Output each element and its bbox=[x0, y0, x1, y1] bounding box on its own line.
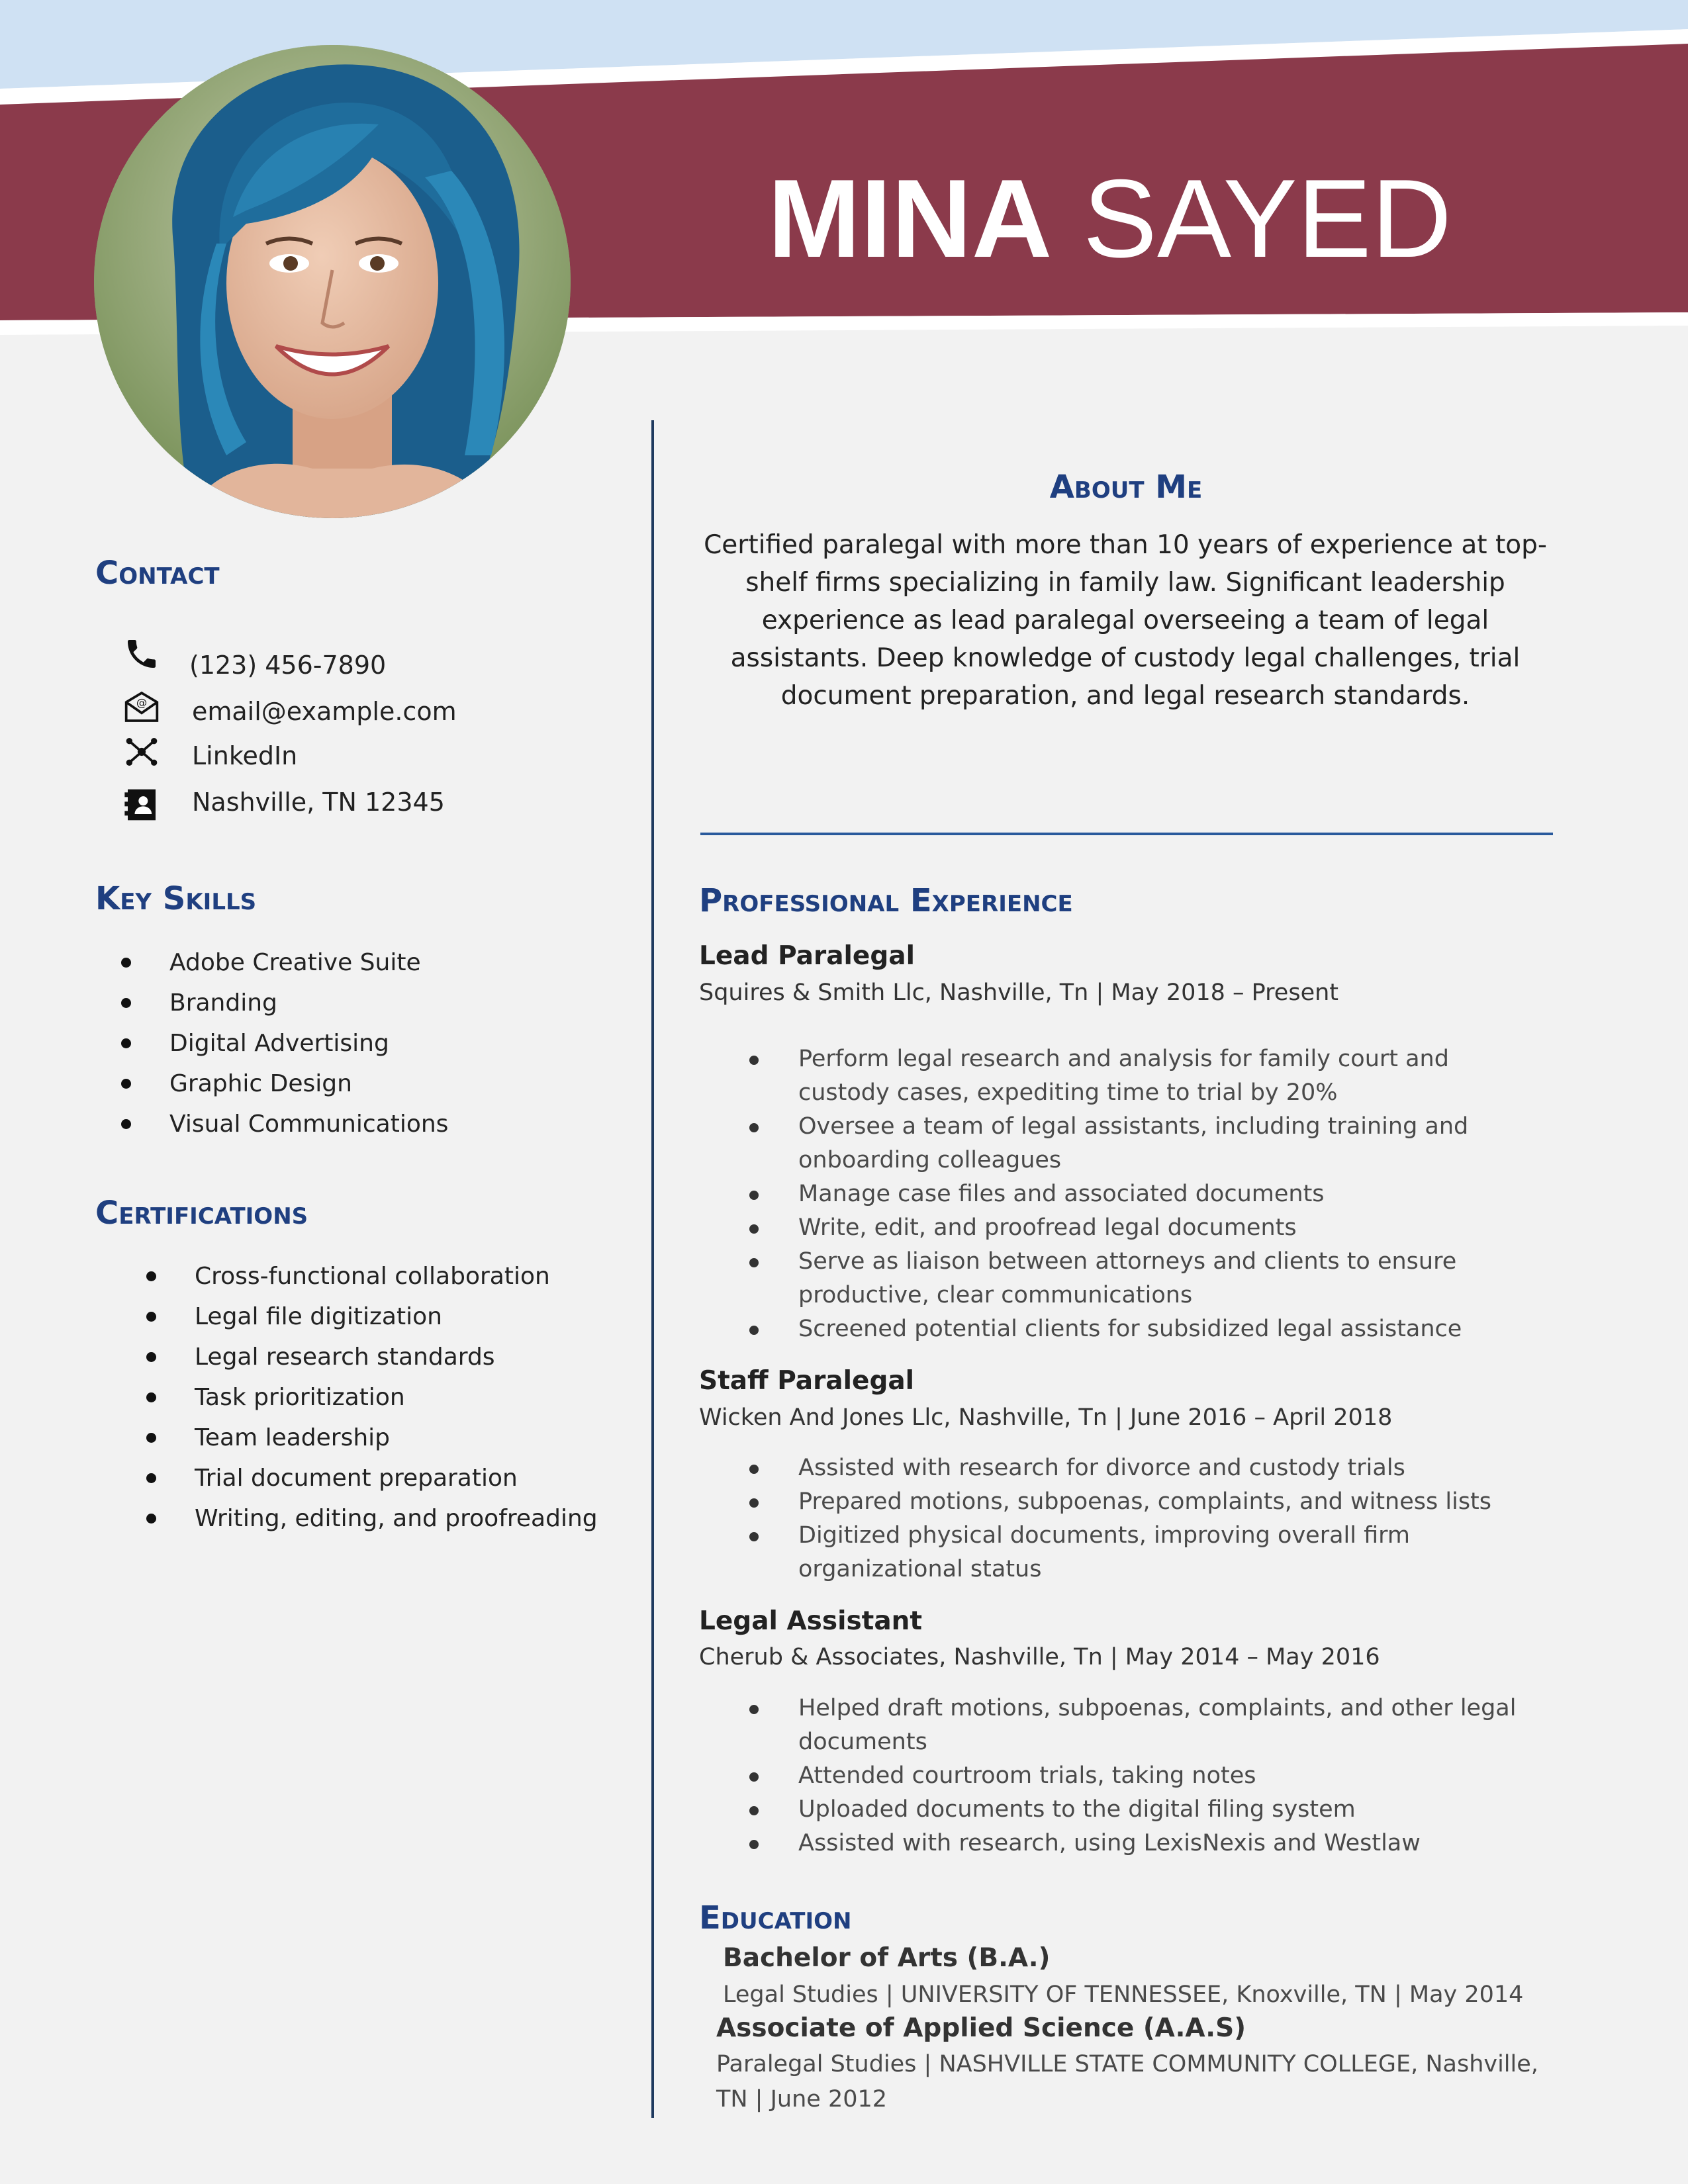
bullet-dot bbox=[749, 1123, 759, 1132]
skill-item: Graphic Design bbox=[169, 1064, 448, 1104]
bullet-dot bbox=[749, 1840, 759, 1849]
job-title: Lead Paralegal bbox=[699, 941, 915, 971]
certifications-list bbox=[195, 1256, 598, 1539]
job-bullet: Manage case files and associated documents bbox=[798, 1177, 1546, 1211]
bullet-dot bbox=[146, 1271, 156, 1281]
bullet-dot bbox=[146, 1433, 156, 1443]
phone-icon bbox=[123, 635, 160, 672]
job-bullet: Digitized physical documents, improving overall firm organizational status bbox=[798, 1519, 1546, 1586]
bullet-dot bbox=[749, 1498, 759, 1508]
experience-heading: Professional Experience bbox=[699, 882, 1073, 919]
bullet-dot bbox=[146, 1514, 156, 1524]
address-card-icon bbox=[123, 786, 160, 823]
job-bullets bbox=[798, 1451, 1546, 1586]
about-text: Certified paralegal with more than 10 years of experience at top-shelf firms specializing in family law. Significant leadership experience as lead paralegal overseeing a team of legal assistants. Deep knowledge of custody legal challenges, trial document preparation, and legal research standards. bbox=[704, 530, 1547, 711]
job-bullet: Write, edit, and proofread legal documents bbox=[798, 1211, 1546, 1245]
email-text: email@example.com bbox=[192, 697, 457, 726]
profile-photo bbox=[94, 45, 571, 518]
job-bullet: Uploaded documents to the digital filing system bbox=[798, 1793, 1546, 1827]
bullet-dot bbox=[749, 1056, 759, 1065]
bullet-dot bbox=[146, 1312, 156, 1322]
job-title: Staff Paralegal bbox=[699, 1366, 915, 1396]
bullet-dot bbox=[749, 1465, 759, 1474]
certification-item: Team leadership bbox=[195, 1418, 598, 1458]
linkedin-text: LinkedIn bbox=[192, 741, 298, 770]
phone-text: (123) 456-7890 bbox=[189, 651, 387, 680]
contact-heading: Contact bbox=[95, 555, 220, 592]
job-bullet: Prepared motions, subpoenas, complaints, and witness lists bbox=[798, 1485, 1546, 1519]
bullet-dot bbox=[121, 958, 131, 968]
skills-list bbox=[169, 942, 448, 1144]
job-meta: Cherub & Associates, Nashville, Tn | May 2014 – May 2016 bbox=[699, 1644, 1380, 1670]
bullet-dot bbox=[749, 1772, 759, 1782]
job-bullet: Oversee a team of legal assistants, including training and onboarding colleagues bbox=[798, 1110, 1546, 1177]
certification-item: Task prioritization bbox=[195, 1377, 598, 1418]
job-bullet: Assisted with research for divorce and custody trials bbox=[798, 1451, 1546, 1485]
job-meta: Squires & Smith Llc, Nashville, Tn | May 2018 – Present bbox=[699, 979, 1339, 1006]
section-divider bbox=[700, 833, 1553, 835]
job-bullet: Serve as liaison between attorneys and clients to ensure productive, clear communications bbox=[798, 1245, 1546, 1312]
education-meta: Legal Studies | UNIVERSITY OF TENNESSEE, Knoxville, TN | May 2014 bbox=[723, 1981, 1524, 2008]
certification-item: Trial document preparation bbox=[195, 1458, 598, 1498]
network-icon bbox=[123, 733, 160, 770]
bullet-dot bbox=[749, 1326, 759, 1335]
bullet-dot bbox=[749, 1532, 759, 1541]
job-meta: Wicken And Jones Llc, Nashville, Tn | June 2016 – April 2018 bbox=[699, 1404, 1393, 1431]
certifications-heading: Certifications bbox=[95, 1195, 308, 1232]
bullet-dot bbox=[749, 1705, 759, 1714]
bullet-dot bbox=[749, 1806, 759, 1815]
bullet-dot bbox=[749, 1258, 759, 1267]
education-meta: Paralegal Studies | NASHVILLE STATE COMMUNITY COLLEGE, Nashville, TN | June 2012 bbox=[716, 2051, 1538, 2113]
skills-heading: Key Skills bbox=[95, 880, 257, 917]
certification-item: Writing, editing, and proofreading bbox=[195, 1498, 598, 1539]
skill-item: Digital Advertising bbox=[169, 1023, 448, 1064]
education-degree: Associate of Applied Science (A.A.S) bbox=[716, 2013, 1246, 2043]
job-bullets bbox=[798, 1042, 1546, 1346]
bullet-dot bbox=[749, 1224, 759, 1234]
bullet-dot bbox=[146, 1473, 156, 1483]
last-name: SAYED bbox=[1082, 156, 1452, 281]
candidate-name bbox=[768, 152, 1496, 285]
job-bullet: Assisted with research, using LexisNexis and Westlaw bbox=[798, 1827, 1546, 1860]
column-divider bbox=[651, 420, 654, 2118]
job-bullet: Screened potential clients for subsidized legal assistance bbox=[798, 1312, 1546, 1346]
bullet-dot bbox=[146, 1352, 156, 1362]
bullet-dot bbox=[749, 1191, 759, 1200]
job-bullet: Perform legal research and analysis for family court and custody cases, expediting time to trial by 20% bbox=[798, 1042, 1546, 1110]
certification-item: Legal research standards bbox=[195, 1337, 598, 1377]
certification-item: Legal file digitization bbox=[195, 1297, 598, 1337]
skill-item: Visual Communications bbox=[169, 1104, 448, 1144]
job-bullet: Attended courtroom trials, taking notes bbox=[798, 1759, 1546, 1793]
certification-item: Cross-functional collaboration bbox=[195, 1256, 598, 1297]
job-title: Legal Assistant bbox=[699, 1606, 923, 1636]
bullet-dot bbox=[146, 1392, 156, 1402]
bullet-dot bbox=[121, 1038, 131, 1048]
job-bullets bbox=[798, 1692, 1546, 1860]
bullet-dot bbox=[121, 998, 131, 1008]
bullet-dot bbox=[121, 1119, 131, 1129]
skill-item: Adobe Creative Suite bbox=[169, 942, 448, 983]
address-text: Nashville, TN 12345 bbox=[192, 788, 445, 817]
first-name: MINA bbox=[768, 156, 1053, 281]
svg-text:@: @ bbox=[136, 696, 148, 709]
about-heading: About Me bbox=[1049, 469, 1203, 506]
bullet-dot bbox=[121, 1079, 131, 1089]
education-heading: Education bbox=[699, 1899, 852, 1936]
skill-item: Branding bbox=[169, 983, 448, 1023]
email-icon bbox=[123, 688, 160, 725]
education-degree: Bachelor of Arts (B.A.) bbox=[723, 1943, 1051, 1973]
job-bullet: Helped draft motions, subpoenas, complaints, and other legal documents bbox=[798, 1692, 1546, 1759]
